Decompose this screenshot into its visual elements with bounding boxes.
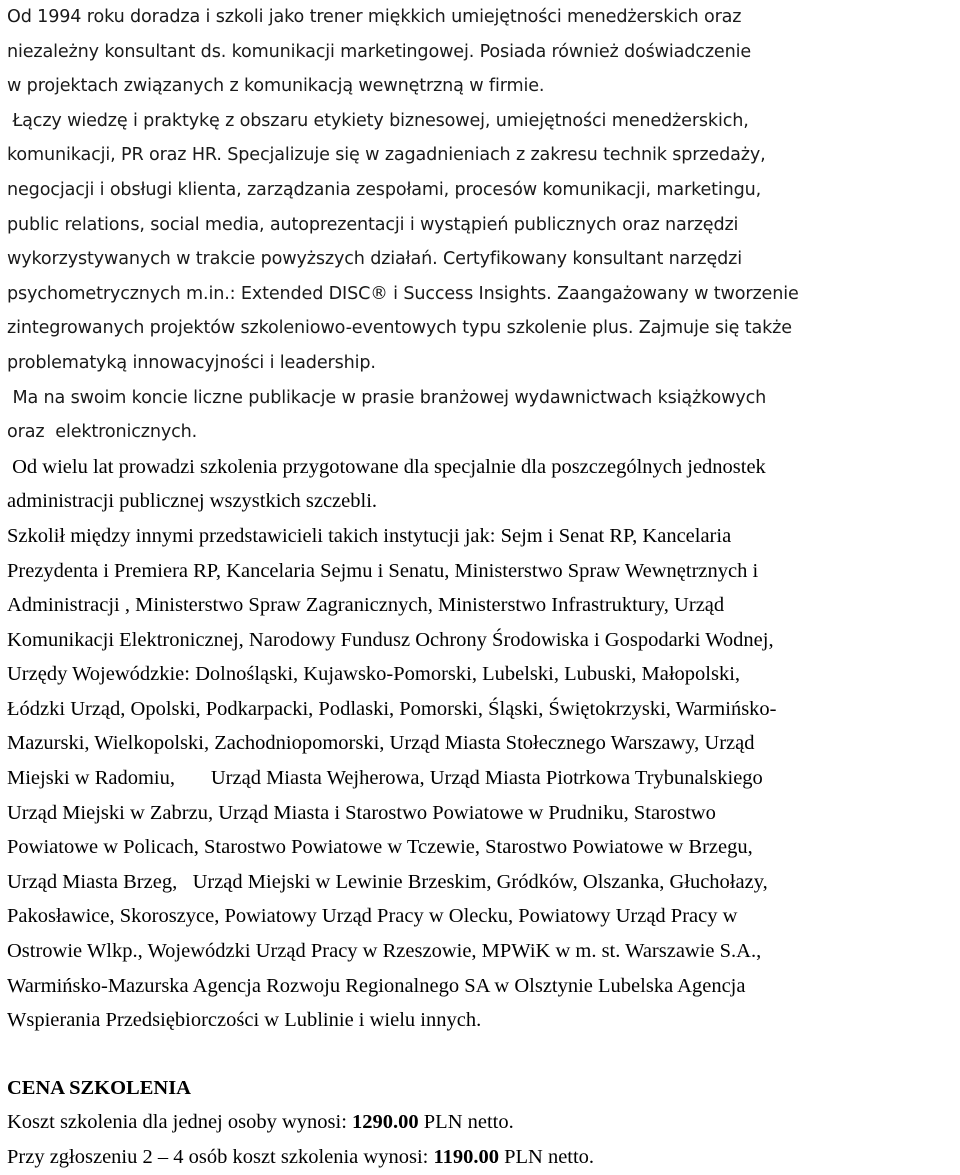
client-line: Pakosławice, Skoroszyce, Powiatowy Urząd Pracy w Olecku, Powiatowy Urząd Pracy w: [7, 905, 738, 928]
client-line: Ostrowie Wlkp., Wojewódzki Urząd Pracy w Rzeszowie, MPWiK w m. st. Warszawie S.A.,: [7, 940, 762, 963]
client-line: Urząd Miejski w Zabrzu, Urząd Miasta i Starostwo Powiatowe w Prudniku, Starostwo: [7, 801, 716, 824]
price-single-suffix: PLN netto.: [418, 1111, 514, 1134]
price-group-amount: 1190.00: [433, 1146, 499, 1168]
price-single-prefix: Koszt szkolenia dla jednej osoby wynosi:: [7, 1111, 353, 1134]
client-line: Administracji , Ministerstwo Spraw Zagranicznych, Ministerstwo Infrastruktury, Urząd: [7, 594, 725, 617]
client-line: Warmińsko-Mazurska Agencja Rozwoju Regionalnego SA w Olsztynie Lubelska Agencja: [7, 974, 746, 997]
bio-line: Od 1994 roku doradza i szkoli jako trener miękkich umiejętności menedżerskich oraz: [7, 7, 742, 27]
bio-line: administracji publicznej wszystkich szczebli.: [7, 490, 378, 513]
bio-line: niezależny konsultant ds. komunikacji marketingowej. Posiada również doświadczenie: [7, 41, 751, 62]
client-line: Powiatowe w Policach, Starostwo Powiatowe w Tczewie, Starostwo Powiatowe w Brzegu,: [7, 836, 753, 859]
price-group: [7, 1140, 957, 1175]
client-line: Urzędy Wojewódzkie: Dolnośląski, Kujawsko-Pomorski, Lubelski, Lubuski, Małopolski,: [7, 663, 741, 686]
bio-line: wykorzystywanych w trakcie powyższych działań. Certyfikowany konsultant narzędzi: [7, 249, 742, 270]
price-group-suffix: PLN netto.: [498, 1146, 595, 1168]
bio-line: w projektach związanych z komunikacją wewnętrzną w firmie.: [7, 76, 545, 97]
bio-line: problematyką innowacyjności i leadership.: [7, 352, 376, 373]
trainer-bio-continued: [7, 450, 957, 519]
client-list: [7, 519, 957, 1038]
client-line: Mazurski, Wielkopolski, Zachodniopomorski, Urząd Miasta Stołecznego Warszawy, Urząd: [7, 732, 755, 755]
bio-line: Łączy wiedzę i praktykę z obszaru etykiety biznesowej, umiejętności menedżerskich,: [7, 110, 749, 131]
price-group-prefix: Przy zgłoszeniu 2 – 4 osób koszt szkolenia wynosi:: [7, 1146, 434, 1168]
client-line: Komunikacji Elektronicznej, Narodowy Fundusz Ochrony Środowiska i Gospodarki Wodnej,: [7, 628, 774, 651]
bio-line: Od wielu lat prowadzi szkolenia przygotowane dla specjalnie dla poszczególnych jednostek: [7, 455, 766, 478]
client-line: Łódzki Urząd, Opolski, Podkarpacki, Podlaski, Pomorski, Śląski, Świętokrzyski, Warmińsko-: [7, 697, 777, 720]
bio-line: Ma na swoim koncie liczne publikacje w prasie branżowej wydawnictwach książkowych: [7, 387, 767, 408]
bio-line: psychometrycznych m.in.: Extended DISC® i Success Insights. Zaangażowany w tworzenie: [7, 283, 799, 304]
bio-line: zintegrowanych projektów szkoleniowo-eventowych typu szkolenie plus. Zajmuje się także: [7, 318, 792, 339]
price-single-amount: 1290.00: [352, 1111, 419, 1134]
bio-line: oraz elektronicznych.: [7, 422, 198, 443]
document-page: [7, 0, 957, 1175]
price-section: [7, 1071, 957, 1175]
bio-line: public relations, social media, autoprezentacji i wystąpień publicznych oraz narzędzi: [7, 214, 739, 235]
bio-line: komunikacji, PR oraz HR. Specjalizuje się w zagadnieniach z zakresu technik sprzedaży,: [7, 145, 766, 166]
client-line: Wspierania Przedsiębiorczości w Lublinie i wielu innych.: [7, 1009, 482, 1032]
section-spacer: [7, 1038, 957, 1071]
client-line: Prezydenta i Premiera RP, Kancelaria Sejmu i Senatu, Ministerstwo Spraw Wewnętrznych i: [7, 559, 759, 582]
trainer-bio: [7, 0, 957, 450]
price-heading: CENA SZKOLENIA: [7, 1076, 191, 1099]
client-line: Szkolił między innymi przedstawicieli takich instytucji jak: Sejm i Senat RP, Kancelaria: [7, 524, 732, 547]
client-line: Urząd Miasta Brzeg, Urząd Miejski w Lewinie Brzeskim, Gródków, Olszanka, Głuchołazy,: [7, 870, 768, 893]
client-line: Miejski w Radomiu, Urząd Miasta Wejherowa, Urząd Miasta Piotrkowa Trybunalskiego: [7, 767, 763, 790]
bio-line: negocjacji i obsługi klienta, zarządzania zespołami, procesów komunikacji, marketingu,: [7, 179, 762, 200]
